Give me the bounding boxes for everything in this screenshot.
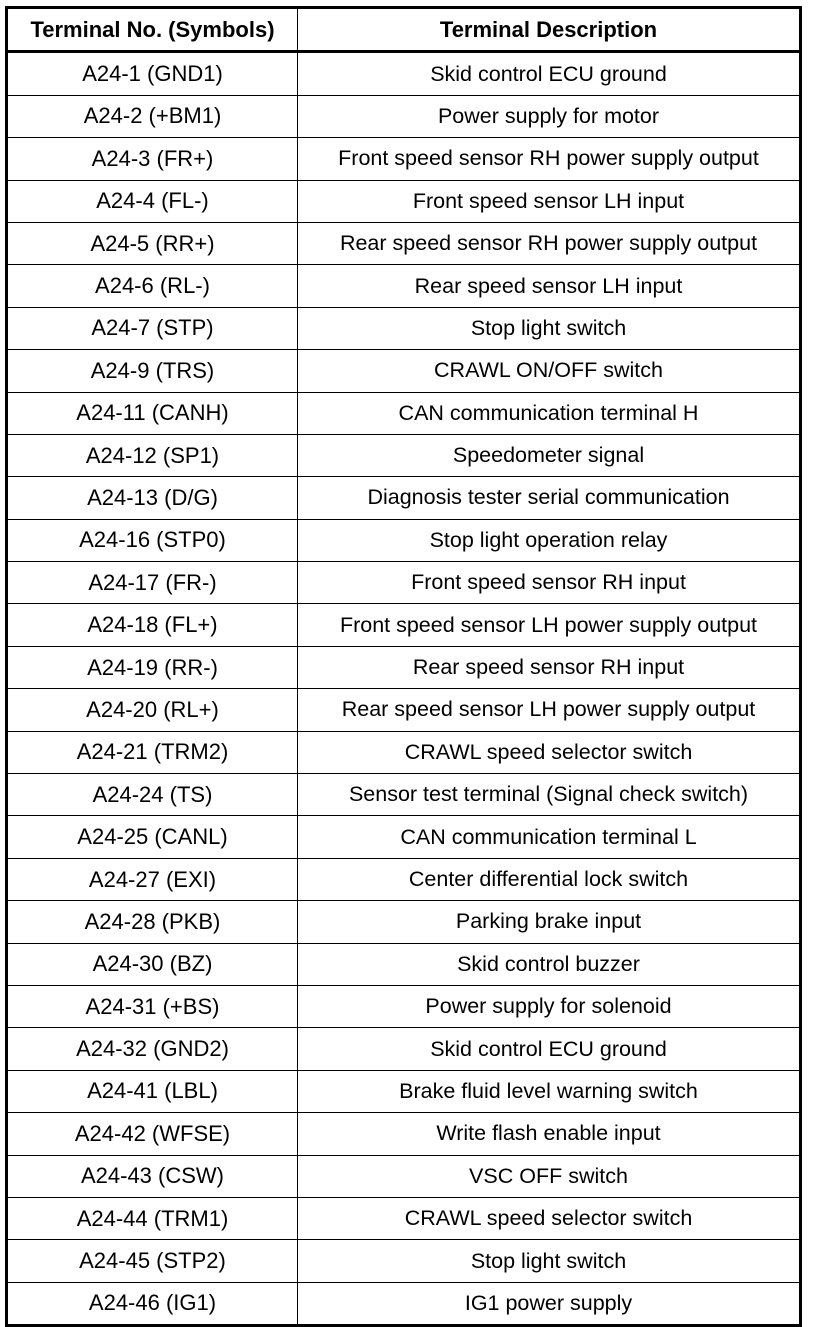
table-row [7, 604, 801, 646]
terminal-number-cell: A24-25 (CANL) [7, 816, 298, 858]
table-row [7, 52, 801, 95]
terminal-description-cell: CRAWL speed selector switch [298, 1197, 801, 1239]
terminal-description-cell: Skid control ECU ground [298, 52, 801, 95]
table-row [7, 1028, 801, 1070]
terminal-number-cell: A24-21 (TRM2) [7, 731, 298, 773]
table-row [7, 1282, 801, 1325]
terminal-number-cell: A24-45 (STP2) [7, 1240, 298, 1282]
table-row [7, 646, 801, 688]
terminal-number-cell: A24-41 (LBL) [7, 1070, 298, 1112]
terminal-number-cell: A24-12 (SP1) [7, 434, 298, 476]
table-row [7, 1070, 801, 1112]
terminal-description-cell: Power supply for motor [298, 95, 801, 137]
terminal-number-cell: A24-46 (IG1) [7, 1282, 298, 1325]
terminal-description-cell: VSC OFF switch [298, 1155, 801, 1197]
terminal-number-cell: A24-9 (TRS) [7, 350, 298, 392]
terminal-description-cell: Rear speed sensor RH input [298, 646, 801, 688]
table-row [7, 1240, 801, 1282]
table-row [7, 95, 801, 137]
terminal-number-cell: A24-17 (FR-) [7, 562, 298, 604]
table-row [7, 307, 801, 349]
terminal-description-cell: CRAWL ON/OFF switch [298, 350, 801, 392]
terminal-number-cell: A24-7 (STP) [7, 307, 298, 349]
terminal-number-cell: A24-32 (GND2) [7, 1028, 298, 1070]
terminal-number-cell: A24-2 (+BM1) [7, 95, 298, 137]
terminal-description-cell: Skid control ECU ground [298, 1028, 801, 1070]
terminal-description-cell: IG1 power supply [298, 1282, 801, 1325]
header-terminal-no: Terminal No. (Symbols) [7, 8, 298, 52]
terminal-number-cell: A24-44 (TRM1) [7, 1197, 298, 1239]
terminal-number-cell: A24-6 (RL-) [7, 265, 298, 307]
terminal-number-cell: A24-43 (CSW) [7, 1155, 298, 1197]
table-body [7, 52, 801, 1326]
terminal-description-cell: CAN communication terminal H [298, 392, 801, 434]
table-row [7, 392, 801, 434]
terminal-description-cell: Diagnosis tester serial communication [298, 477, 801, 519]
header-terminal-description: Terminal Description [298, 8, 801, 52]
terminal-number-cell: A24-27 (EXI) [7, 858, 298, 900]
terminal-number-cell: A24-28 (PKB) [7, 901, 298, 943]
table-row [7, 774, 801, 816]
terminal-description-cell: Front speed sensor RH input [298, 562, 801, 604]
terminal-number-cell: A24-31 (+BS) [7, 985, 298, 1027]
terminal-description-cell: Brake fluid level warning switch [298, 1070, 801, 1112]
terminal-description-cell: Skid control buzzer [298, 943, 801, 985]
table-row [7, 731, 801, 773]
table-row [7, 816, 801, 858]
terminal-number-cell: A24-5 (RR+) [7, 222, 298, 264]
terminal-description-cell: Stop light switch [298, 307, 801, 349]
terminal-description-cell: CAN communication terminal L [298, 816, 801, 858]
table-row [7, 858, 801, 900]
terminal-description-cell: Parking brake input [298, 901, 801, 943]
table-row [7, 1113, 801, 1155]
terminal-description-cell: Front speed sensor LH input [298, 180, 801, 222]
terminal-number-cell: A24-24 (TS) [7, 774, 298, 816]
table-header [7, 8, 801, 52]
terminal-number-cell: A24-1 (GND1) [7, 52, 298, 95]
terminal-number-cell: A24-3 (FR+) [7, 138, 298, 180]
terminal-description-cell: Power supply for solenoid [298, 985, 801, 1027]
table-row [7, 689, 801, 731]
terminal-description-cell: Rear speed sensor RH power supply output [298, 222, 801, 264]
table-row [7, 180, 801, 222]
header-row [7, 8, 801, 52]
terminal-description-cell: Rear speed sensor LH input [298, 265, 801, 307]
terminal-description-cell: CRAWL speed selector switch [298, 731, 801, 773]
terminal-number-cell: A24-11 (CANH) [7, 392, 298, 434]
terminal-description-cell: Front speed sensor RH power supply output [298, 138, 801, 180]
terminal-number-cell: A24-13 (D/G) [7, 477, 298, 519]
table-row [7, 901, 801, 943]
table-row [7, 519, 801, 561]
table-row [7, 985, 801, 1027]
terminal-number-cell: A24-4 (FL-) [7, 180, 298, 222]
table-row [7, 138, 801, 180]
table-row [7, 1155, 801, 1197]
terminal-description-cell: Stop light operation relay [298, 519, 801, 561]
terminal-number-cell: A24-18 (FL+) [7, 604, 298, 646]
terminal-number-cell: A24-30 (BZ) [7, 943, 298, 985]
terminal-number-cell: A24-16 (STP0) [7, 519, 298, 561]
terminal-description-cell: Stop light switch [298, 1240, 801, 1282]
table-row [7, 1197, 801, 1239]
table-row [7, 477, 801, 519]
table-row [7, 943, 801, 985]
terminal-table [5, 6, 802, 1327]
terminal-number-cell: A24-20 (RL+) [7, 689, 298, 731]
terminal-number-cell: A24-42 (WFSE) [7, 1113, 298, 1155]
terminal-description-cell: Center differential lock switch [298, 858, 801, 900]
terminal-description-cell: Write flash enable input [298, 1113, 801, 1155]
table-row [7, 434, 801, 476]
table-row [7, 562, 801, 604]
table-row [7, 222, 801, 264]
terminal-description-cell: Rear speed sensor LH power supply output [298, 689, 801, 731]
terminal-description-cell: Sensor test terminal (Signal check switch) [298, 774, 801, 816]
terminal-number-cell: A24-19 (RR-) [7, 646, 298, 688]
table-row [7, 350, 801, 392]
table-row [7, 265, 801, 307]
terminal-description-cell: Front speed sensor LH power supply output [298, 604, 801, 646]
terminal-description-cell: Speedometer signal [298, 434, 801, 476]
